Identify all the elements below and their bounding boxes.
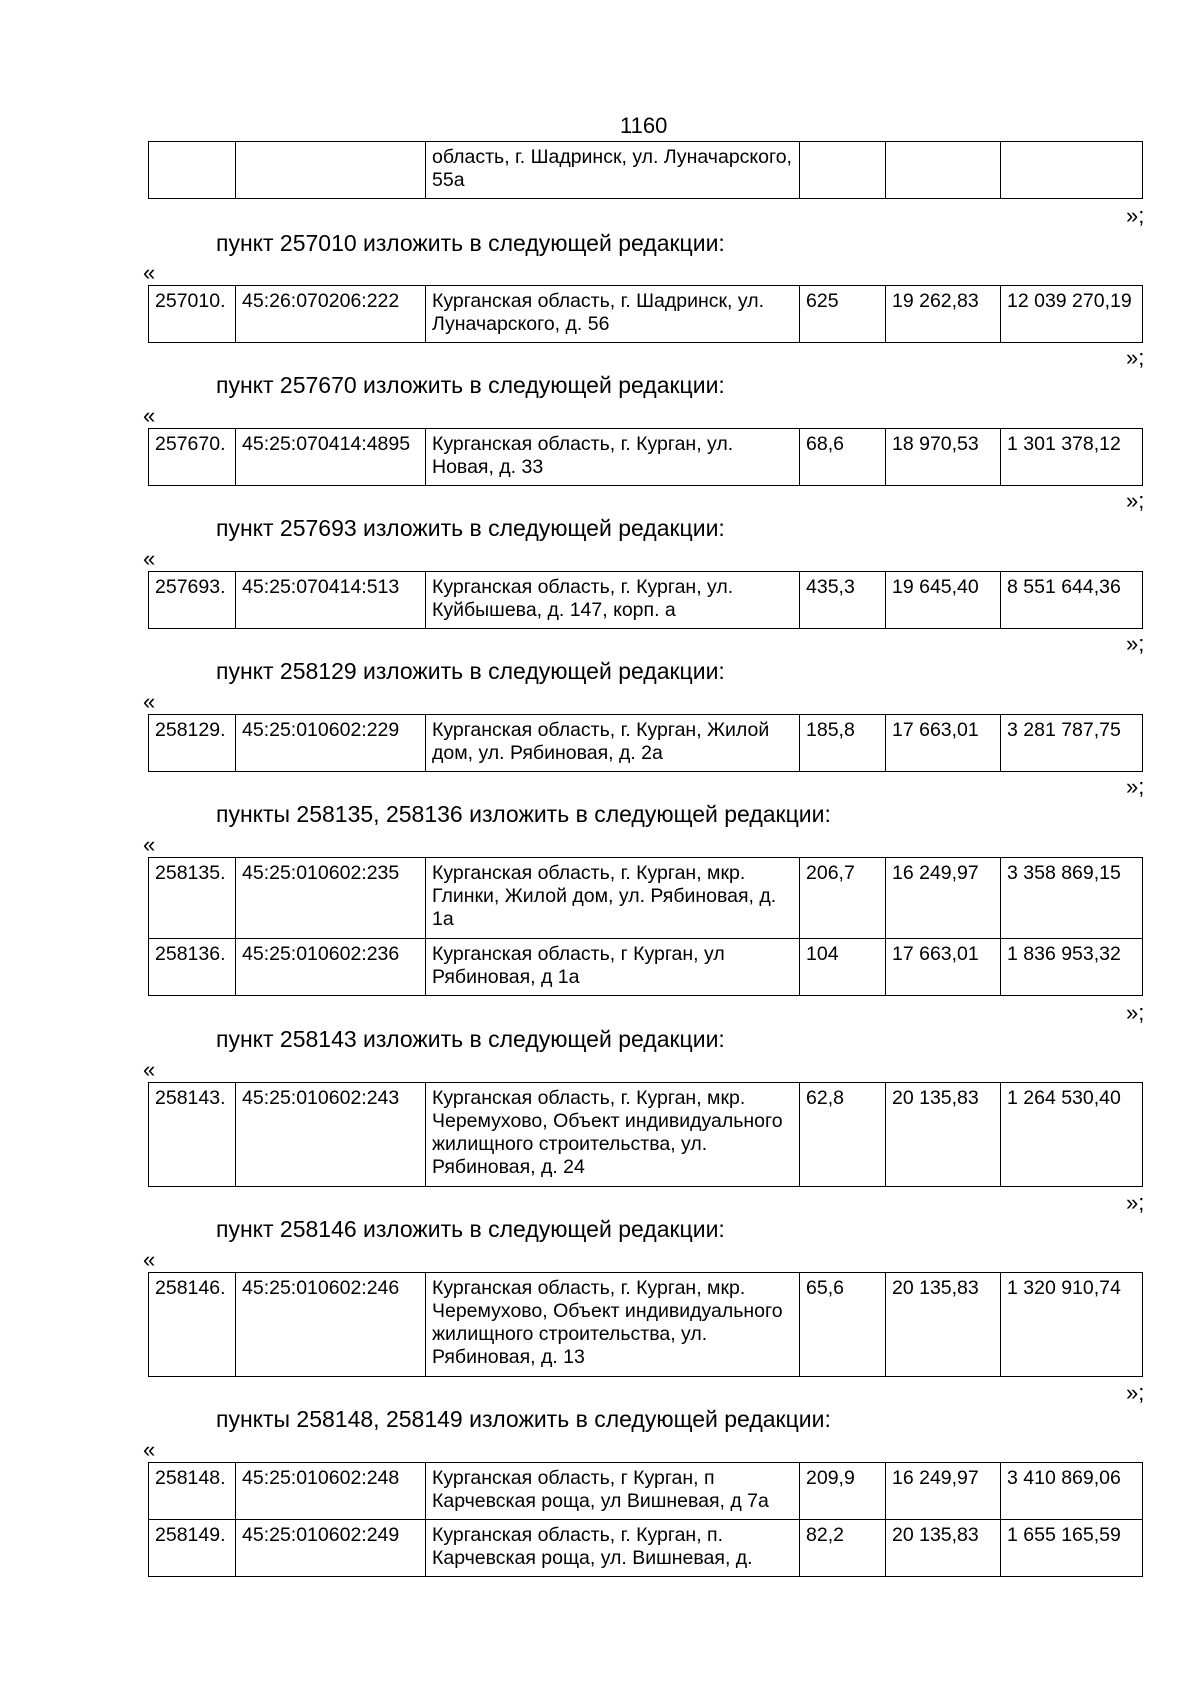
cell-value: 1 655 165,59 (1001, 1520, 1143, 1577)
cell-value: 1 836 953,32 (1001, 939, 1143, 996)
cell-address: Курганская область, г. Курган, мкр. Глинки, Жилой дом, ул. Рябиновая, д. 1а (426, 858, 800, 939)
cell-area: 104 (800, 939, 886, 996)
cell-area: 68,6 (800, 429, 886, 486)
cell-cadastral: 45:25:010602:229 (236, 715, 426, 772)
cell-address: Курганская область, г. Курган, мкр. Черемухово, Объект индивидуального жилищного строительства, ул. Рябиновая, д. 13 (426, 1273, 800, 1377)
table-row (149, 1083, 1143, 1187)
cell-area: 435,3 (800, 572, 886, 629)
section-instruction: пункт 258143 изложить в следующей редакции: (216, 1026, 725, 1052)
cell-cadastral: 45:25:070414:513 (236, 572, 426, 629)
opening-quote: « (143, 689, 156, 714)
cell-number: 257010. (149, 286, 236, 343)
cell-number: 258149. (149, 1520, 236, 1577)
cell-cadastral: 45:25:010602:235 (236, 858, 426, 939)
opening-quote: « (143, 1247, 156, 1272)
closing-quote: »; (1126, 631, 1145, 656)
section-instruction: пункт 257670 изложить в следующей редакции: (216, 372, 725, 398)
table-row (149, 286, 1143, 343)
table-row (149, 1273, 1143, 1377)
table-row (149, 1463, 1143, 1520)
cell-rate: 20 135,83 (886, 1083, 1001, 1187)
cell-address: Курганская область, г. Курган, Жилой дом, ул. Рябиновая, д. 2а (426, 715, 800, 772)
cell-number: 258148. (149, 1463, 236, 1520)
table-row (149, 1520, 1143, 1577)
cell-area: 209,9 (800, 1463, 886, 1520)
cell-address: Курганская область, г Курган, ул Рябиновая, д 1а (426, 939, 800, 996)
cell-rate: 20 135,83 (886, 1273, 1001, 1377)
cell-area: 206,7 (800, 858, 886, 939)
cell-cadastral: 45:26:070206:222 (236, 286, 426, 343)
section-instruction: пункт 258146 изложить в следующей редакции: (216, 1216, 725, 1242)
section-instruction: пункты 258148, 258149 изложить в следующей редакции: (216, 1406, 831, 1432)
cell-cadastral: 45:25:070414:4895 (236, 429, 426, 486)
cell-value: 3 410 869,06 (1001, 1463, 1143, 1520)
closing-quote: »; (1126, 345, 1145, 370)
cell-number: 258135. (149, 858, 236, 939)
cell-cadastral: 45:25:010602:243 (236, 1083, 426, 1187)
cell-number: 257670. (149, 429, 236, 486)
cell-address: Курганская область, г. Курган, ул. Новая, д. 33 (426, 429, 800, 486)
cell-number: 257693. (149, 572, 236, 629)
section-table (148, 857, 1143, 996)
opening-quote: « (143, 1057, 156, 1082)
cell-rate: 16 249,97 (886, 858, 1001, 939)
section-instruction: пункты 258135, 258136 изложить в следующей редакции: (216, 801, 831, 827)
cell-number (149, 142, 236, 199)
opening-quote: « (143, 1437, 156, 1462)
opening-quote: « (143, 260, 156, 285)
cell-address: Курганская область, г. Курган, п. Карчевская роща, ул. Вишневая, д. (426, 1520, 800, 1577)
page-number: 1160 (620, 113, 668, 138)
cell-cadastral (236, 142, 426, 199)
table-row (149, 715, 1143, 772)
cell-address: Курганская область, г Курган, п Карчевская роща, ул Вишневая, д 7а (426, 1463, 800, 1520)
cell-cadastral: 45:25:010602:248 (236, 1463, 426, 1520)
cell-rate: 20 135,83 (886, 1520, 1001, 1577)
cell-value: 12 039 270,19 (1001, 286, 1143, 343)
closing-quote: »; (1126, 1380, 1145, 1405)
cell-area: 625 (800, 286, 886, 343)
section-table (148, 1272, 1143, 1377)
cell-rate: 18 970,53 (886, 429, 1001, 486)
cell-cadastral: 45:25:010602:246 (236, 1273, 426, 1377)
cell-rate: 19 262,83 (886, 286, 1001, 343)
section-instruction: пункт 257693 изложить в следующей редакции: (216, 515, 725, 541)
cell-area: 62,8 (800, 1083, 886, 1187)
cell-cadastral: 45:25:010602:249 (236, 1520, 426, 1577)
cell-value: 8 551 644,36 (1001, 572, 1143, 629)
cell-rate: 17 663,01 (886, 939, 1001, 996)
cell-value: 3 281 787,75 (1001, 715, 1143, 772)
cell-address: Курганская область, г. Шадринск, ул. Луначарского, д. 56 (426, 286, 800, 343)
continuation-table (148, 141, 1143, 199)
cell-address: Курганская область, г. Курган, ул. Куйбышева, д. 147, корп. а (426, 572, 800, 629)
cell-value: 1 320 910,74 (1001, 1273, 1143, 1377)
cell-rate: 17 663,01 (886, 715, 1001, 772)
opening-quote: « (143, 403, 156, 428)
opening-quote: « (143, 546, 156, 571)
cell-address: область, г. Шадринск, ул. Луначарского, 55а (426, 142, 800, 199)
section-table (148, 428, 1143, 486)
opening-quote: « (143, 832, 156, 857)
table-row (149, 939, 1143, 996)
section-table (148, 285, 1143, 343)
cell-rate: 16 249,97 (886, 1463, 1001, 1520)
cell-rate: 19 645,40 (886, 572, 1001, 629)
section-table (148, 1462, 1143, 1577)
cell-number: 258129. (149, 715, 236, 772)
table-row (149, 142, 1143, 199)
cell-number: 258136. (149, 939, 236, 996)
cell-number: 258146. (149, 1273, 236, 1377)
cell-address: Курганская область, г. Курган, мкр. Черемухово, Объект индивидуального жилищного строительства, ул. Рябиновая, д. 24 (426, 1083, 800, 1187)
cell-value: 1 264 530,40 (1001, 1083, 1143, 1187)
cell-rate (886, 142, 1001, 199)
section-instruction: пункт 257010 изложить в следующей редакции: (216, 230, 725, 256)
cell-area: 82,2 (800, 1520, 886, 1577)
table-row (149, 429, 1143, 486)
closing-quote: »; (1126, 1190, 1145, 1215)
cell-value: 1 301 378,12 (1001, 429, 1143, 486)
section-table (148, 1082, 1143, 1187)
section-table (148, 714, 1143, 772)
section-instruction: пункт 258129 изложить в следующей редакции: (216, 658, 725, 684)
closing-quote: »; (1126, 774, 1145, 799)
closing-quote: »; (1126, 1000, 1145, 1025)
cell-number: 258143. (149, 1083, 236, 1187)
closing-quote: »; (1126, 203, 1145, 228)
table-row (149, 858, 1143, 939)
cell-value: 3 358 869,15 (1001, 858, 1143, 939)
table-row (149, 572, 1143, 629)
cell-area: 185,8 (800, 715, 886, 772)
cell-area (800, 142, 886, 199)
cell-area: 65,6 (800, 1273, 886, 1377)
section-table (148, 571, 1143, 629)
cell-value (1001, 142, 1143, 199)
cell-cadastral: 45:25:010602:236 (236, 939, 426, 996)
closing-quote: »; (1126, 488, 1145, 513)
